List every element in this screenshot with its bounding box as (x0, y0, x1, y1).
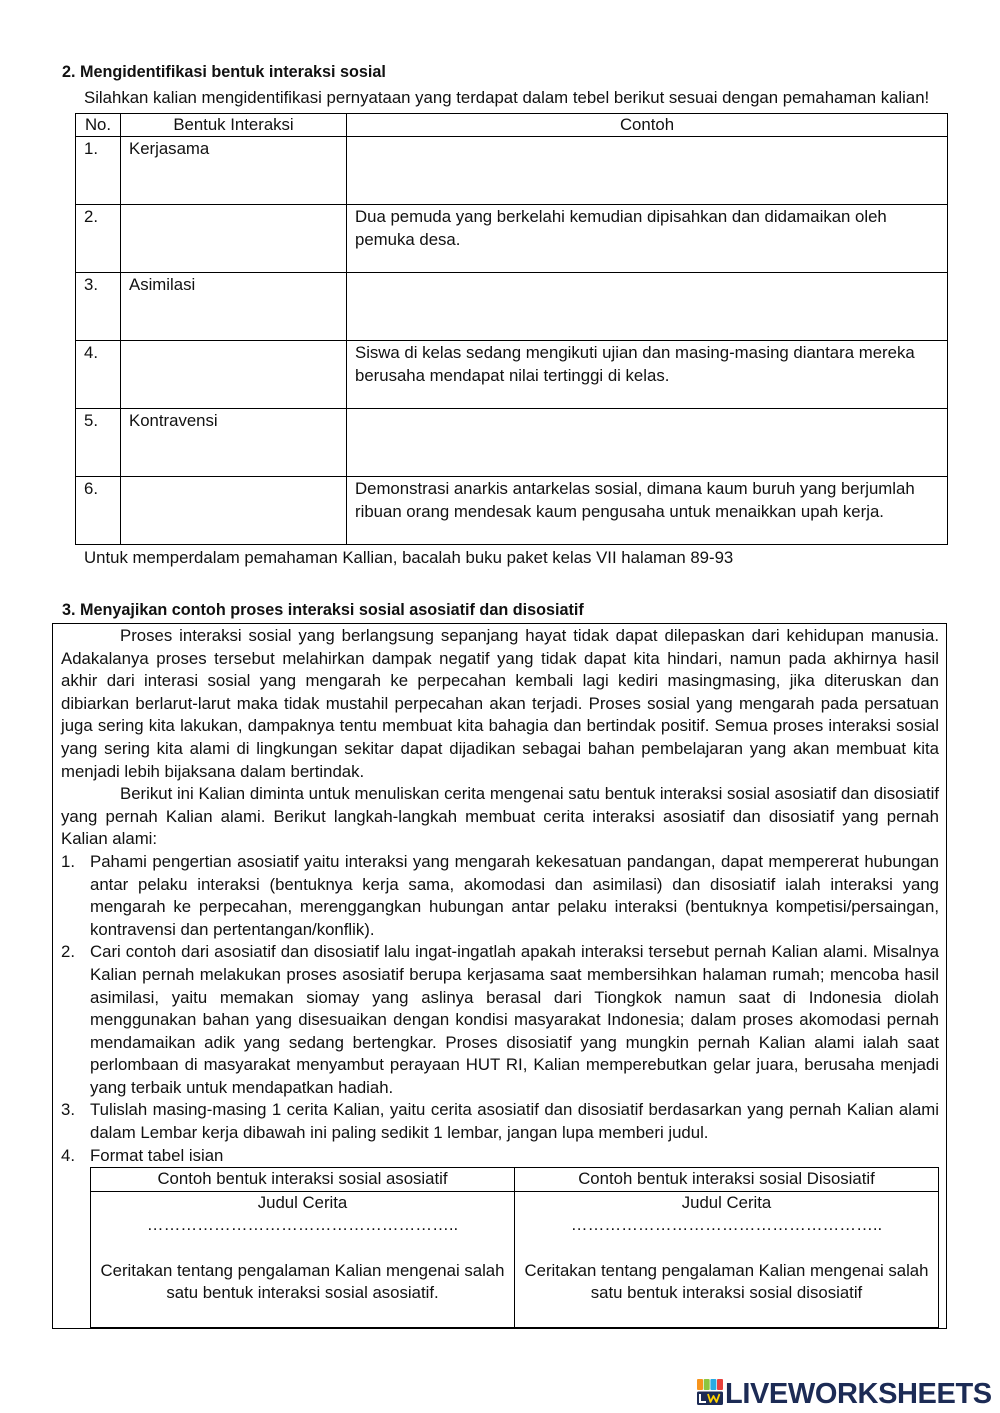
associative-story-cell (91, 1191, 515, 1327)
row-number: 6. (76, 477, 121, 545)
intro-paragraph: Proses interaksi sosial yang berlangsung sepanjang hayat tidak dapat dilepaskan dari kehidupan manusia. Adakalanya proses tersebut melahirkan dampak negatif yang tidak dapat kita hindari, namun pada akhirnya hasil akhir dari interasi sosial yang mengarah ke perpecahan kembali lagi kediri masingmasing, jika diteruskan dan dibiarkan berlarut-larut maka tidak mustahil perpecahan akan terjadi. Proses sosial yang mengarah pada persatuan juga sering kita lakukan, dampaknya tentu membuat kita bahagia dan bertindak positif. Semua proses interaksi sosial yang sering kita alami di lingkungan sekitar dapat dijadikan sebagai bahan pembelajaran yang akan membuat kita menjadi lebih bijaksana dalam bertindak. (61, 626, 939, 781)
spacer (519, 1237, 934, 1260)
step-item (61, 941, 939, 1099)
story-format-table (90, 1167, 939, 1328)
column-header-interaction-form: Bentuk Interaksi (121, 114, 347, 137)
example-cell-blank (347, 137, 948, 205)
example-cell-blank (347, 273, 948, 341)
story-title-blank: ……………………………………………….. (570, 1215, 883, 1235)
table-row (76, 477, 948, 545)
instruction-paragraph: Berikut ini Kalian diminta untuk menuliskan cerita mengenai satu bentuk interaksi sosial asosiatif dan disosiatif yang pernah Kalian alami. Berikut langkah-langkah membuat cerita interaksi asosiatif dan disosiatif yang pernah Kalian alami: (61, 784, 939, 849)
section-3-heading: 3. Menyajikan contoh proses interaksi sosial asosiatif dan disosiatif (62, 601, 584, 619)
interaction-form-cell-blank (121, 341, 347, 409)
column-header-no: No. (76, 114, 121, 137)
example-cell: Demonstrasi anarkis antarkelas sosial, dimana kaum buruh yang berjumlah ribuan orang mendesak kaum pengusaha untuk menaikkan upah kerja. (347, 477, 948, 545)
table-row (76, 137, 948, 205)
story-title-label: Judul Cerita (681, 1192, 772, 1212)
story-title-label: Judul Cerita (257, 1192, 348, 1212)
interaction-form-cell: Asimilasi (121, 273, 347, 341)
step-item (61, 1099, 939, 1144)
step-number: 3. (61, 1100, 75, 1120)
step-number: 4. (61, 1145, 75, 1165)
step-text: Cari contoh dari asosiatif dan disosiatif lalu ingat-ingatlah apakah interaksi tersebut pernah Kalian alami. Misalnya Kalian pernah melakukan proses asosiatif berupa kerjasama saat membersihkan halaman rumah; mencoba hasil asimilasi, yaitu memakan siomay yang aslinya berasal dari Tiongkok namun saat di Indonesia diolah menggunakan bahan yang disesuaikan dengan kondisi masyarakat Indonesia; dalam proses akomodasi pernah mendamaikan adik yang sedang bertengkar. Proses disosiatif yang mungkin pernah Kalian alami ialah saat perlombaan di masyarakat menyambut perayaan HUT RI, Kalian memperebutkan gelar juara, berusaha menjadi yang terbaik untuk mendapatkan hadiah. (90, 942, 939, 1097)
step-item (61, 1145, 939, 1168)
step-text: Pahami pengertian asosiatif yaitu interaksi yang mengarah kekesatuan pandangan, dapat mempererat hubungan antar pelaku interaksi (bentuknya kerja sama, akomodasi dan asimilasi) dan disosiatif ialah interaksi yang mengarah ke perpecahan, merenggangkan hubungan antar pelaku interaksi (bentuknya kompetisi/persaingan, kontravensi dan pertentangan/konflik). (90, 851, 939, 939)
liveworksheets-logo-text: LIVEWORKSHEETS (725, 1378, 992, 1410)
story-task-box (52, 623, 947, 1329)
step-number: 1. (61, 851, 75, 871)
liveworksheets-icon (697, 1379, 723, 1405)
step-item (61, 851, 939, 941)
dissociative-column-header: Contoh bentuk interaksi sosial Disosiatif (515, 1168, 939, 1192)
example-cell: Siswa di kelas sedang mengikuti ujian dan masing-masing diantara mereka berusaha mendapat nilai tertinggi di kelas. (347, 341, 948, 409)
row-number: 1. (76, 137, 121, 205)
interaction-form-cell-blank (121, 477, 347, 545)
example-cell-blank (347, 409, 948, 477)
story-title-blank: ……………………………………………….. (146, 1215, 459, 1235)
table-row (76, 409, 948, 477)
row-number: 2. (76, 205, 121, 273)
example-cell: Dua pemuda yang berkelahi kemudian dipisahkan dan didamaikan oleh pemuka desa. (347, 205, 948, 273)
associative-column-header: Contoh bentuk interaksi sosial asosiatif (91, 1168, 515, 1192)
table-row (76, 273, 948, 341)
dissociative-story-cell (515, 1191, 939, 1327)
interaction-form-cell: Kerjasama (121, 137, 347, 205)
section-2-instruction: Silahkan kalian mengidentifikasi pernyataan yang terdapat dalam tebel berikut sesuai dengan pemahaman kalian! (84, 88, 930, 107)
story-prompt: Ceritakan tentang pengalaman Kalian mengenai salah satu bentuk interaksi sosial asosiatif. (100, 1260, 505, 1303)
row-number: 4. (76, 341, 121, 409)
interaction-form-cell-blank (121, 205, 347, 273)
table-header-row (76, 114, 948, 137)
interaction-form-cell: Kontravensi (121, 409, 347, 477)
column-header-example: Contoh (347, 114, 948, 137)
row-number: 3. (76, 273, 121, 341)
format-table-header-row (91, 1168, 939, 1192)
table-row (76, 205, 948, 273)
spacer (95, 1237, 510, 1260)
step-text: Tulislah masing-masing 1 cerita Kalian, yaitu cerita asosiatif dan disosiatif berdasarkan yang pernah Kalian alami dalam Lembar kerja dibawah ini paling sedikit 1 lembar, jangan lupa memberi judul. (90, 1100, 939, 1143)
reading-note: Untuk memperdalam pemahaman Kallian, bacalah buku paket kelas VII halaman 89-93 (84, 548, 734, 567)
step-text: Format tabel isian (90, 1145, 224, 1165)
interaction-identification-table (75, 113, 948, 545)
table-row (76, 341, 948, 409)
row-number: 5. (76, 409, 121, 477)
step-number: 2. (61, 942, 75, 962)
format-table-body-row (91, 1191, 939, 1327)
section-2-heading: 2. Mengidentifikasi bentuk interaksi sosial (62, 63, 386, 81)
story-prompt: Ceritakan tentang pengalaman Kalian mengenai salah satu bentuk interaksi sosial disosiatif (524, 1260, 929, 1303)
